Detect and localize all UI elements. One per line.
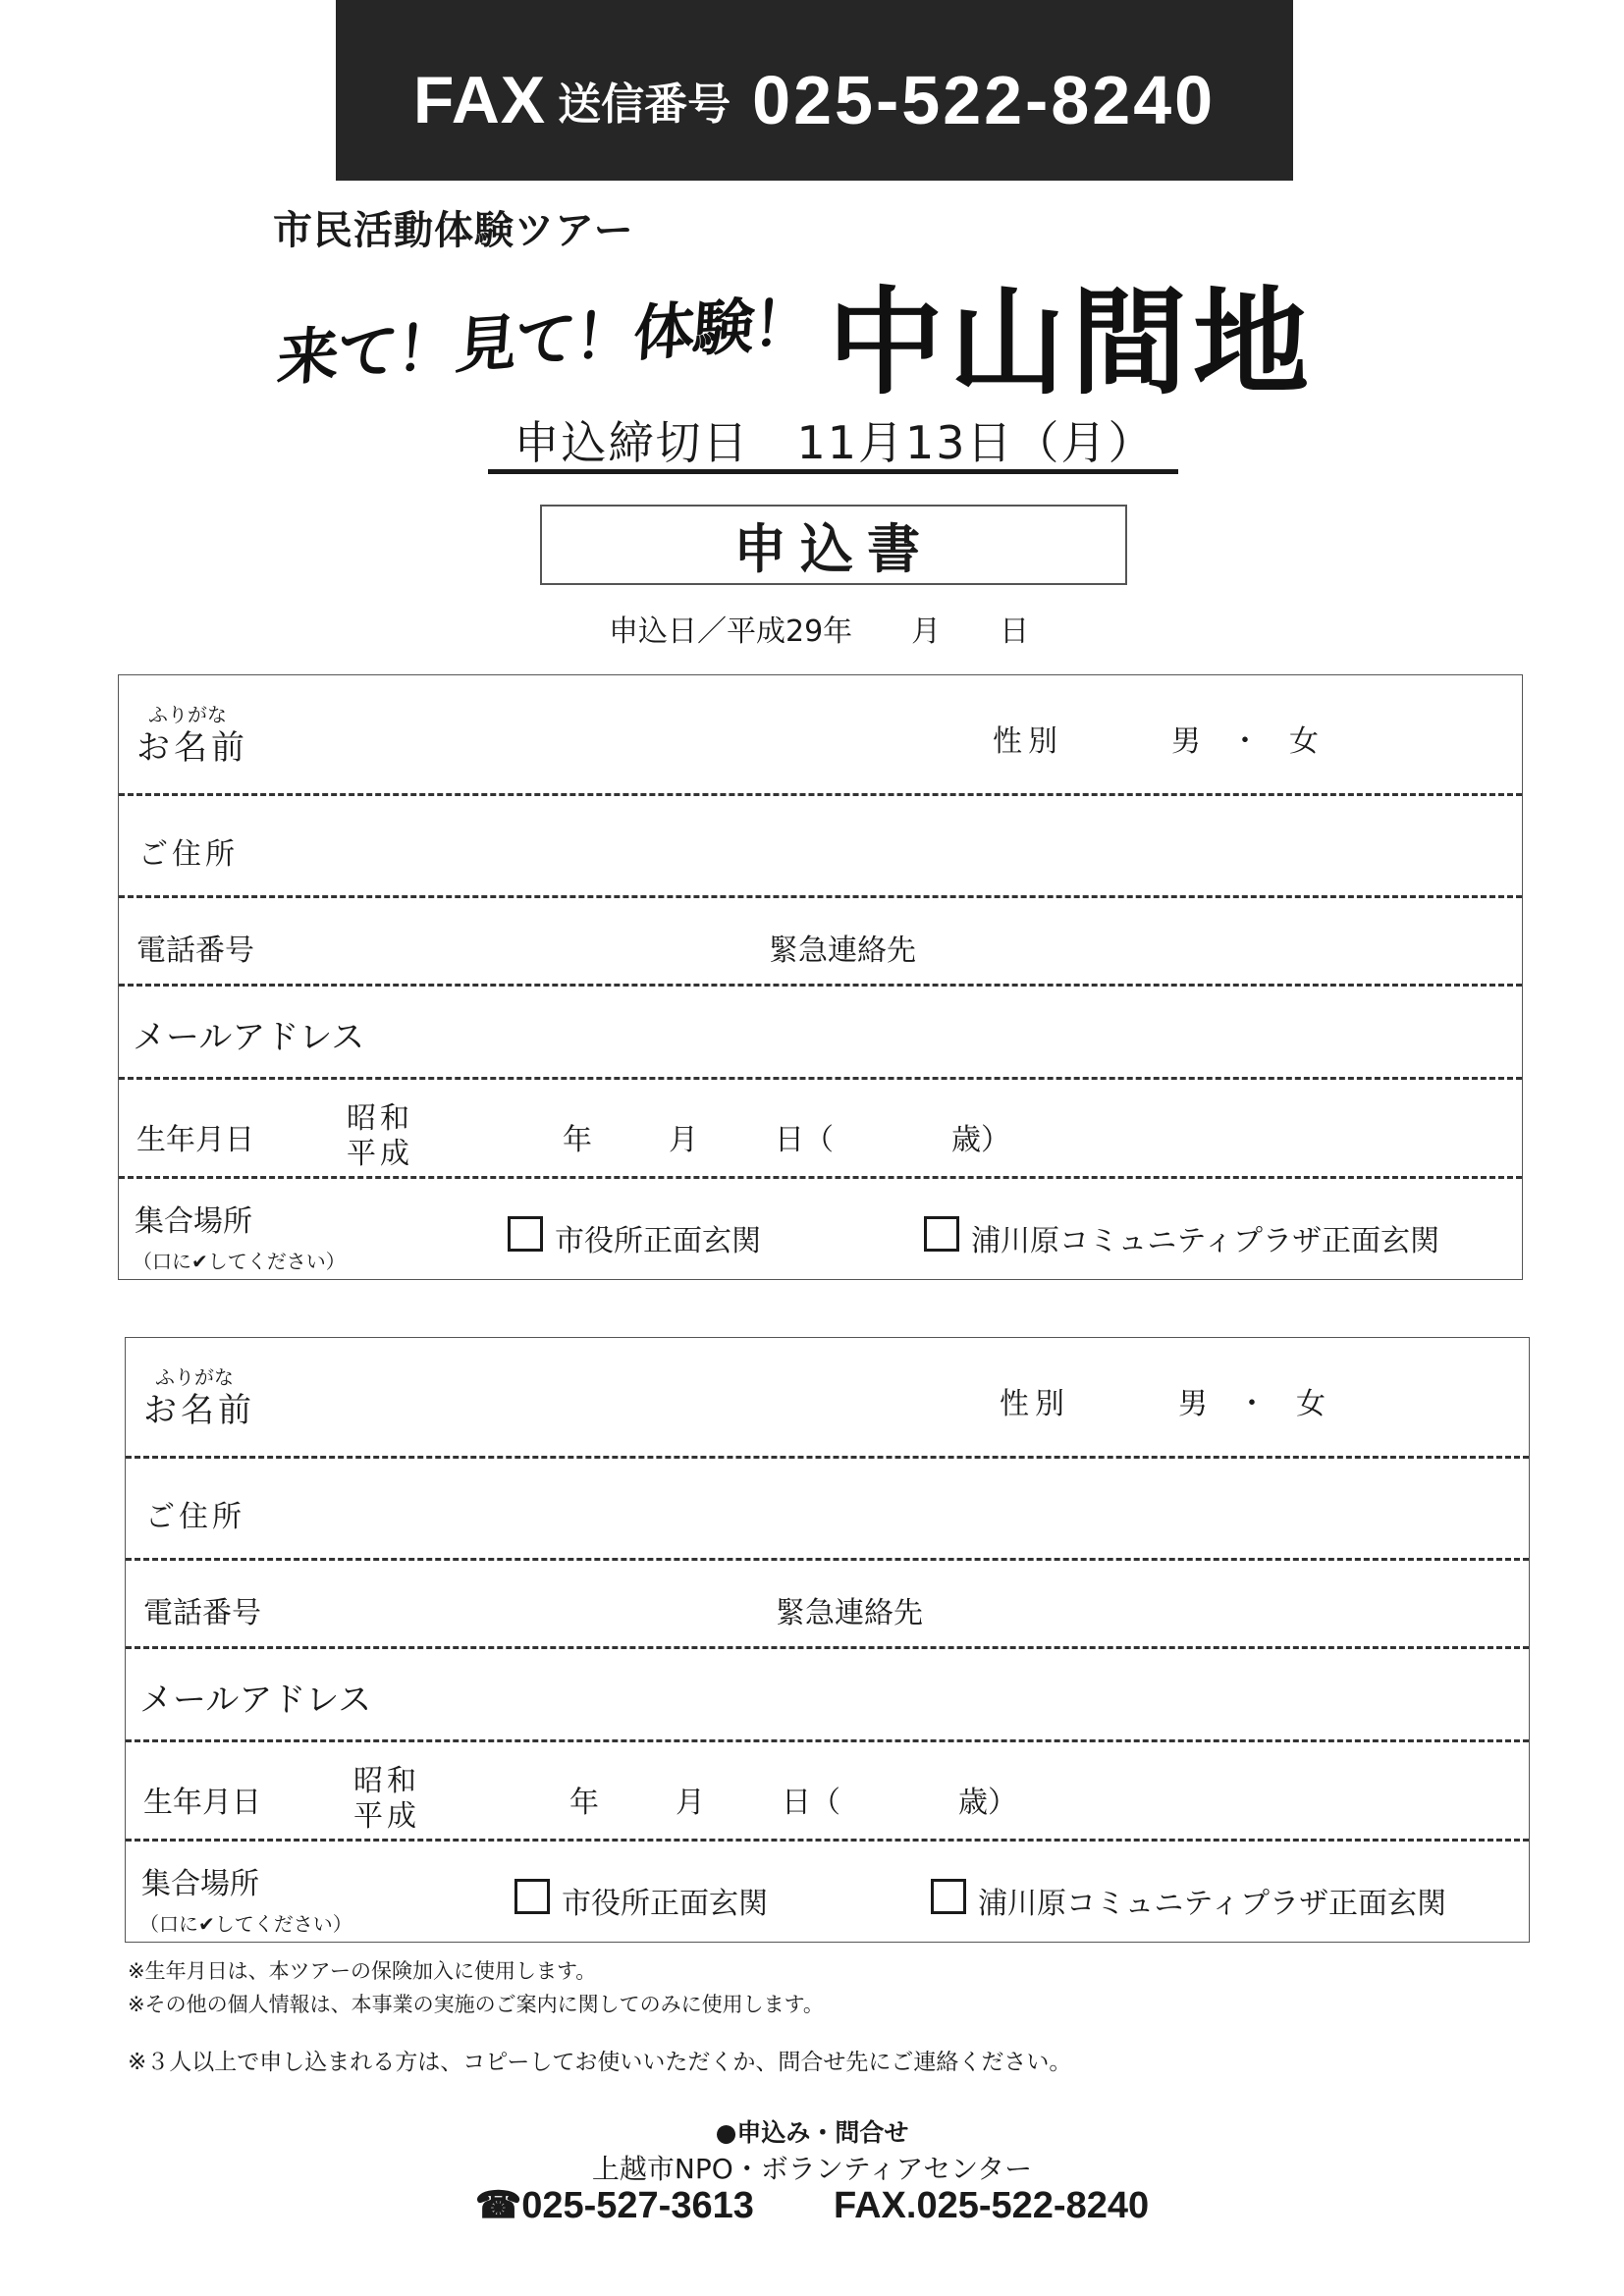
gender-options[interactable]: 男 ・ 女 (1178, 1387, 1326, 1421)
contact-numbers (0, 2183, 1624, 2227)
headline-part2: 中山間地 (828, 275, 1316, 410)
phone-label[interactable]: 電話番号 (143, 1596, 261, 1630)
phone-label[interactable]: 電話番号 (136, 934, 254, 968)
note-copy: ※３人以上で申し込まれる方は、コピーしてお使いいただくか、問合せ先にご連絡ください。 (128, 2050, 1072, 2075)
gender-label: 性別 (1000, 1387, 1070, 1421)
application-form-2 (125, 1337, 1530, 1943)
email-label[interactable]: メールアドレス (133, 1018, 365, 1057)
birthday-label[interactable]: 生年月日 (143, 1786, 261, 1820)
gender-label: 性別 (993, 724, 1063, 759)
email-label[interactable]: メールアドレス (139, 1681, 372, 1720)
name-row (126, 1338, 1529, 1459)
name-label[interactable]: お名前 (143, 1391, 255, 1430)
note-privacy: ※その他の個人情報は、本事業の実施のご案内に関してのみに使用します。 (128, 1993, 824, 2016)
option-uragawara[interactable]: 浦川原コミュニティプラザ正面玄関 (971, 1224, 1439, 1258)
year-label: 年 (563, 1123, 592, 1157)
email-row (119, 987, 1522, 1080)
phone-row (126, 1561, 1529, 1649)
month-label: 月 (676, 1786, 705, 1820)
option-city-hall[interactable]: 市役所正面玄関 (562, 1887, 768, 1921)
headline-part1: 来て！見て！体験！ (275, 286, 815, 395)
fax-banner (336, 0, 1293, 181)
address-label[interactable]: ご住所 (138, 837, 239, 872)
fax-prefix: FAX (412, 63, 547, 137)
emergency-label[interactable]: 緊急連絡先 (776, 1596, 923, 1630)
deadline: 申込締切日 11月13日（月） (514, 416, 1156, 469)
address-row (119, 796, 1522, 898)
address-label[interactable]: ご住所 (145, 1500, 245, 1534)
birthday-row (126, 1742, 1529, 1842)
contact-tel[interactable]: ☎025-527-3613 (474, 2185, 754, 2226)
name-label[interactable]: お名前 (136, 728, 248, 768)
checkbox-city-hall[interactable] (508, 1216, 543, 1252)
day-age-label: 日（ 歳） (782, 1786, 1017, 1820)
emergency-label[interactable]: 緊急連絡先 (769, 934, 916, 968)
meeting-row (126, 1842, 1529, 1942)
gender-options[interactable]: 男 ・ 女 (1171, 724, 1319, 759)
contact-heading: ●申込み・問合せ (715, 2118, 909, 2147)
era-heisei[interactable]: 平成 (353, 1799, 420, 1834)
era-showa[interactable]: 昭和 (353, 1764, 420, 1798)
meeting-hint: （口に✔してください） (139, 1912, 352, 1936)
headline (275, 263, 1316, 410)
meeting-row (119, 1179, 1522, 1279)
deadline-underline (488, 469, 1178, 474)
subtitle: 市民活動体験ツアー (273, 208, 634, 253)
apply-date: 申込日／平成29年 月 日 (609, 614, 1030, 649)
month-label: 月 (669, 1123, 698, 1157)
day-age-label: 日（ 歳） (775, 1123, 1010, 1157)
option-city-hall[interactable]: 市役所正面玄関 (555, 1224, 761, 1258)
meeting-label: 集合場所 (135, 1204, 252, 1239)
checkbox-city-hall[interactable] (514, 1879, 550, 1914)
meeting-label: 集合場所 (141, 1867, 259, 1901)
option-uragawara[interactable]: 浦川原コミュニティプラザ正面玄関 (978, 1887, 1446, 1921)
furigana-label: ふりがな (155, 1365, 234, 1389)
contact-org: 上越市NPO・ボランティアセンター (591, 2153, 1033, 2185)
year-label: 年 (569, 1786, 599, 1820)
contact-fax[interactable]: FAX.025-522-8240 (834, 2185, 1150, 2226)
name-row (119, 675, 1522, 796)
furigana-label: ふりがな (148, 703, 227, 726)
application-form-1 (118, 674, 1523, 1280)
checkbox-uragawara[interactable] (931, 1879, 966, 1914)
note-birthday: ※生年月日は、本ツアーの保険加入に使用します。 (128, 1959, 597, 1983)
birthday-label[interactable]: 生年月日 (136, 1123, 254, 1157)
fax-number: 025-522-8240 (752, 62, 1217, 138)
email-row (126, 1649, 1529, 1742)
era-showa[interactable]: 昭和 (347, 1101, 413, 1136)
fax-label: 送信番号 (558, 80, 731, 130)
address-row (126, 1459, 1529, 1561)
meeting-hint: （口に✔してください） (133, 1250, 346, 1273)
phone-row (119, 898, 1522, 987)
era-heisei[interactable]: 平成 (347, 1137, 413, 1171)
birthday-row (119, 1080, 1522, 1179)
form-title: 申込書 (540, 505, 1127, 585)
checkbox-uragawara[interactable] (924, 1216, 959, 1252)
